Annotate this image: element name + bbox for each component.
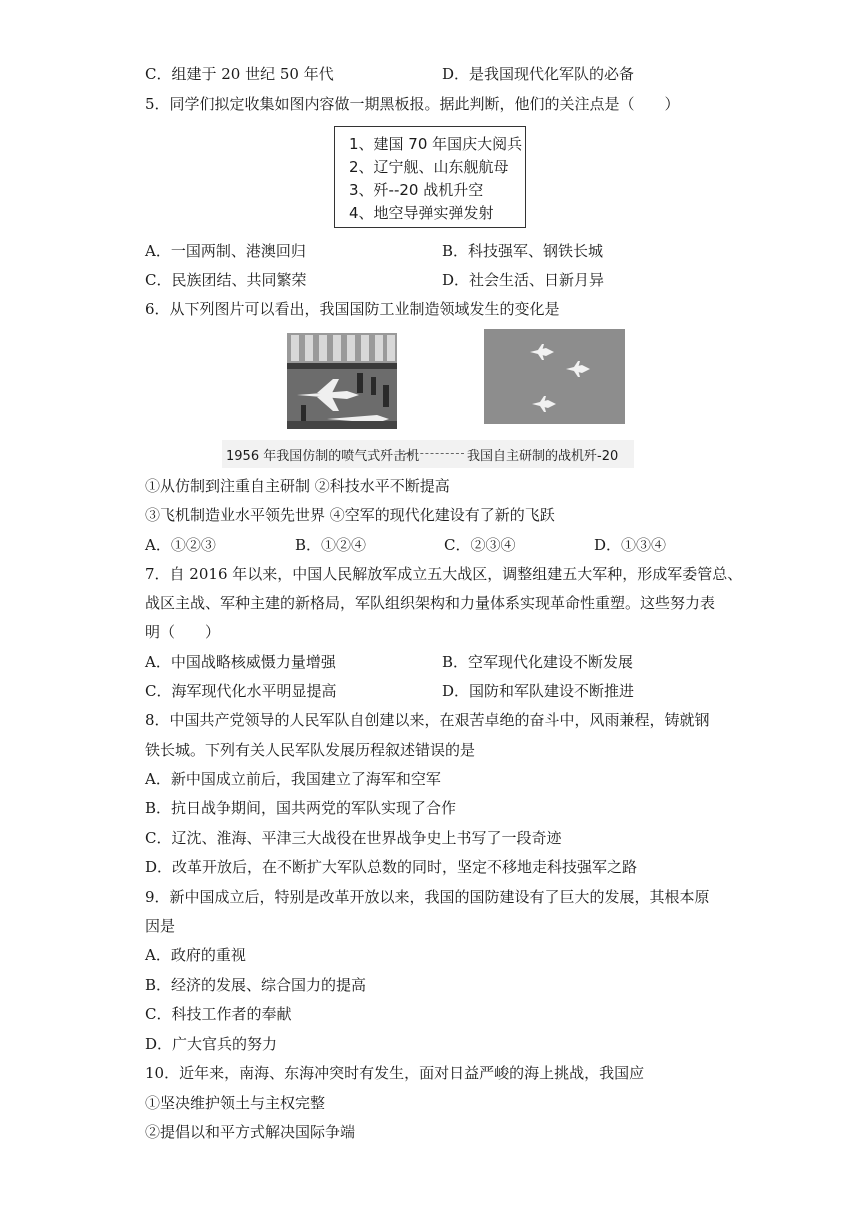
q7-option-a: A．中国战略核威慑力量增强 [145, 653, 336, 671]
q6-statements-2: ③飞机制造业水平领先世界 ④空军的现代化建设有了新的飞跃 [145, 506, 555, 524]
q5-option-b: B．科技强军、钢铁长城 [442, 242, 604, 260]
q7-stem-line1: 7．自 2016 年以来，中国人民解放军成立五大战区，调整组建五大军种，形成军委管总、 [145, 565, 743, 583]
q9-option-a: A．政府的重视 [145, 946, 246, 964]
q4-option-c: C．组建于 20 世纪 50 年代 [145, 65, 334, 83]
q7-stem-line2: 战区主战、军种主建的新格局，军队组织架构和力量体系实现革命性重塑。这些努力表 [145, 594, 716, 612]
j20-fighters-photo [484, 329, 625, 424]
q9-option-b: B．经济的发展、综合国力的提高 [145, 976, 367, 994]
q8-option-d: D．改革开放后，在不断扩大军队总数的同时，坚定不移地走科技强军之路 [145, 858, 638, 876]
q8-option-c: C．辽沈、淮海、平津三大战役在世界战争史上书写了一段奇迹 [145, 829, 562, 847]
q6-option-a: A．①②③ [145, 536, 216, 554]
q9-stem-line1: 9．新中国成立后，特别是改革开放以来，我国的国防建设有了巨大的发展，其根本原 [145, 888, 710, 906]
q5-option-c: C．民族团结、共同繁荣 [145, 271, 307, 289]
board-item: 2、辽宁舰、山东舰航母 [349, 158, 509, 176]
q5-stem: 5．同学们拟定收集如图内容做一期黑板报。据此判断，他们的关注点是（ ） [145, 95, 680, 113]
q7-option-c: C．海军现代化水平明显提高 [145, 682, 337, 700]
board-item: 1、建国 70 年国庆大阅兵 [349, 135, 523, 153]
q9-stem-line2: 因是 [145, 917, 176, 935]
q6-option-d: D．①③④ [594, 536, 667, 554]
caption-left: 1956 年我国仿制的喷气式歼击机 [226, 449, 420, 464]
q7-option-d: D．国防和军队建设不断推进 [442, 682, 635, 700]
q7-option-b: B．空军现代化建设不断发展 [442, 653, 634, 671]
q8-stem-line1: 8．中国共产党领导的人民军队自创建以来，在艰苦卓绝的奋斗中，风雨兼程，铸就钢 [145, 711, 710, 729]
board-item: 3、歼--20 战机升空 [349, 181, 484, 199]
board-item: 4、地空导弹实弹发射 [349, 204, 494, 222]
q6-option-b: B．①②④ [295, 536, 367, 554]
caption-right: 我国自主研制的战机歼-20 [467, 449, 619, 464]
blackboard-list-box [334, 126, 526, 228]
q4-option-d: D．是我国现代化军队的必备 [442, 65, 635, 83]
q5-option-a: A．一国两制、港澳回归 [145, 242, 306, 260]
q10-statement-1: ①坚决维护领土与主权完整 [145, 1094, 326, 1112]
q8-option-a: A．新中国成立前后，我国建立了海军和空军 [145, 770, 441, 788]
q9-option-d: D．广大官兵的努力 [145, 1035, 278, 1053]
factory-jet-photo [287, 333, 397, 429]
q6-stem: 6．从下列图片可以看出，我国国防工业制造领域发生的变化是 [145, 300, 560, 318]
q7-stem-line3: 明（ ） [145, 623, 221, 641]
q10-stem: 10．近年来，南海、东海冲突时有发生，面对日益严峻的海上挑战，我国应 [145, 1064, 645, 1082]
q8-stem-line2: 铁长城。下列有关人民军队发展历程叙述错误的是 [145, 741, 476, 759]
q8-option-b: B．抗日战争期间，国共两党的军队实现了合作 [145, 799, 457, 817]
caption-divider [400, 453, 464, 454]
q9-option-c: C．科技工作者的奉献 [145, 1005, 292, 1023]
q6-statements-1: ①从仿制到注重自主研制 ②科技水平不断提高 [145, 477, 450, 495]
q6-option-c: C．②③④ [444, 536, 516, 554]
q5-option-d: D．社会生活、日新月异 [442, 271, 605, 289]
q10-statement-2: ②提倡以和平方式解决国际争端 [145, 1123, 356, 1141]
